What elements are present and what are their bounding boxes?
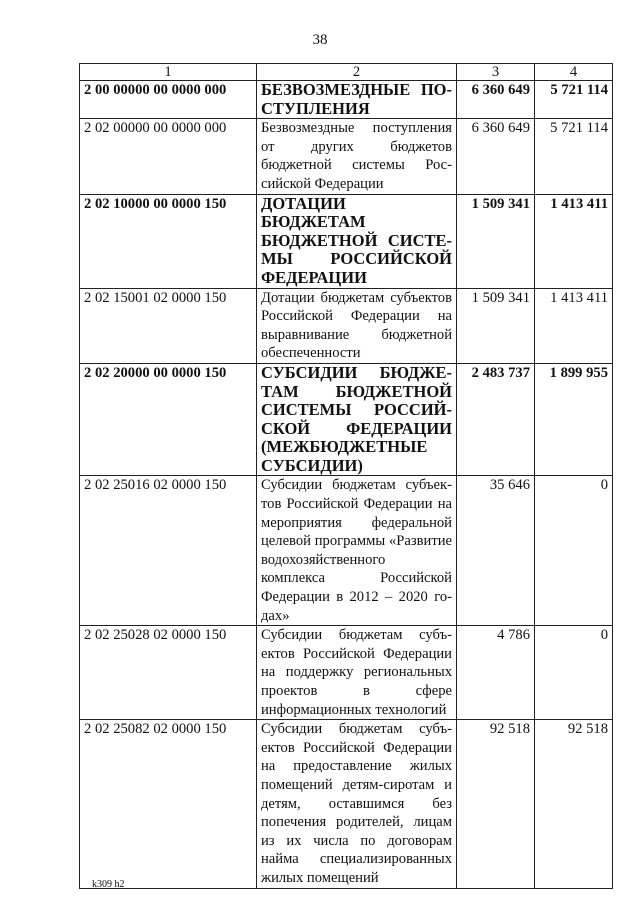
table-row xyxy=(80,363,613,476)
amount-col4-cell: 1 413 411 xyxy=(535,194,613,288)
revenue-name-cell: БЕЗВОЗМЕЗДНЫЕ ПОСТУПЛЕНИЯ xyxy=(257,81,457,119)
column-header-2: 2 xyxy=(257,64,457,81)
table-row xyxy=(80,288,613,363)
revenue-name-cell: Субсидии бюджетам субъектов Российской Федерации на предоставление жилых помещений детям-сиротам и детям, оставшимся без попечения родителей, лицам из их числа по договорам найма специализированных жилых помещений xyxy=(257,720,457,888)
amount-col4-cell: 92 518 xyxy=(535,720,613,888)
amount-col4-cell: 0 xyxy=(535,626,613,720)
amount-col3-cell: 2 483 737 xyxy=(457,363,535,476)
budget-code-cell: 2 02 25082 02 0000 150 xyxy=(80,720,257,888)
revenue-name-cell: ДОТАЦИИ БЮДЖЕТАМ БЮДЖЕТНОЙ СИСТЕМЫ РОССИЙСКОЙ ФЕДЕРАЦИИ xyxy=(257,194,457,288)
revenue-name-cell: Субсидии бюджетам субъектов Российской Федерации на мероприятия федеральной целевой программы «Развитие водохозяйственного комплекса Российской Федерации в 2012 – 2020 годах» xyxy=(257,476,457,626)
amount-col3-cell: 1 509 341 xyxy=(457,194,535,288)
table-body xyxy=(80,81,613,889)
revenue-name-cell: СУБСИДИИ БЮДЖЕТАМ БЮДЖЕТНОЙ СИСТЕМЫ РОССИЙСКОЙ ФЕДЕРАЦИИ (МЕЖБЮДЖЕТНЫЕ СУБСИДИИ) xyxy=(257,363,457,476)
footer-code: k309 h2 xyxy=(92,879,125,890)
amount-col3-cell: 6 360 649 xyxy=(457,119,535,194)
budget-code-cell: 2 00 00000 00 0000 000 xyxy=(80,81,257,119)
table-row xyxy=(80,626,613,720)
amount-col3-cell: 4 786 xyxy=(457,626,535,720)
amount-col3-cell: 92 518 xyxy=(457,720,535,888)
amount-col3-cell: 6 360 649 xyxy=(457,81,535,119)
table-row xyxy=(80,476,613,626)
page-number: 38 xyxy=(312,32,328,48)
budget-code-cell: 2 02 25028 02 0000 150 xyxy=(80,626,257,720)
revenue-name-cell: Дотации бюджетам субъектов Российской Федерации на выравнивание бюджетной обеспеченности xyxy=(257,288,457,363)
budget-code-cell: 2 02 15001 02 0000 150 xyxy=(80,288,257,363)
budget-code-cell: 2 02 25016 02 0000 150 xyxy=(80,476,257,626)
table-row xyxy=(80,81,613,119)
revenue-name-cell: Субсидии бюджетам субъектов Российской Федерации на поддержку региональных проектов в сфере информационных технологий xyxy=(257,626,457,720)
column-header-1: 1 xyxy=(80,64,257,81)
amount-col3-cell: 35 646 xyxy=(457,476,535,626)
amount-col4-cell: 1 899 955 xyxy=(535,363,613,476)
amount-col4-cell: 0 xyxy=(535,476,613,626)
amount-col4-cell: 1 413 411 xyxy=(535,288,613,363)
budget-revenue-table xyxy=(79,63,613,889)
column-header-3: 3 xyxy=(457,64,535,81)
amount-col3-cell: 1 509 341 xyxy=(457,288,535,363)
table-header-row xyxy=(80,64,613,81)
amount-col4-cell: 5 721 114 xyxy=(535,119,613,194)
budget-code-cell: 2 02 20000 00 0000 150 xyxy=(80,363,257,476)
column-header-4: 4 xyxy=(535,64,613,81)
budget-code-cell: 2 02 10000 00 0000 150 xyxy=(80,194,257,288)
table-row xyxy=(80,194,613,288)
revenue-name-cell: Безвозмездные поступления от других бюджетов бюджетной системы Российской Федерации xyxy=(257,119,457,194)
amount-col4-cell: 5 721 114 xyxy=(535,81,613,119)
table-row xyxy=(80,119,613,194)
budget-code-cell: 2 02 00000 00 0000 000 xyxy=(80,119,257,194)
table-row xyxy=(80,720,613,888)
